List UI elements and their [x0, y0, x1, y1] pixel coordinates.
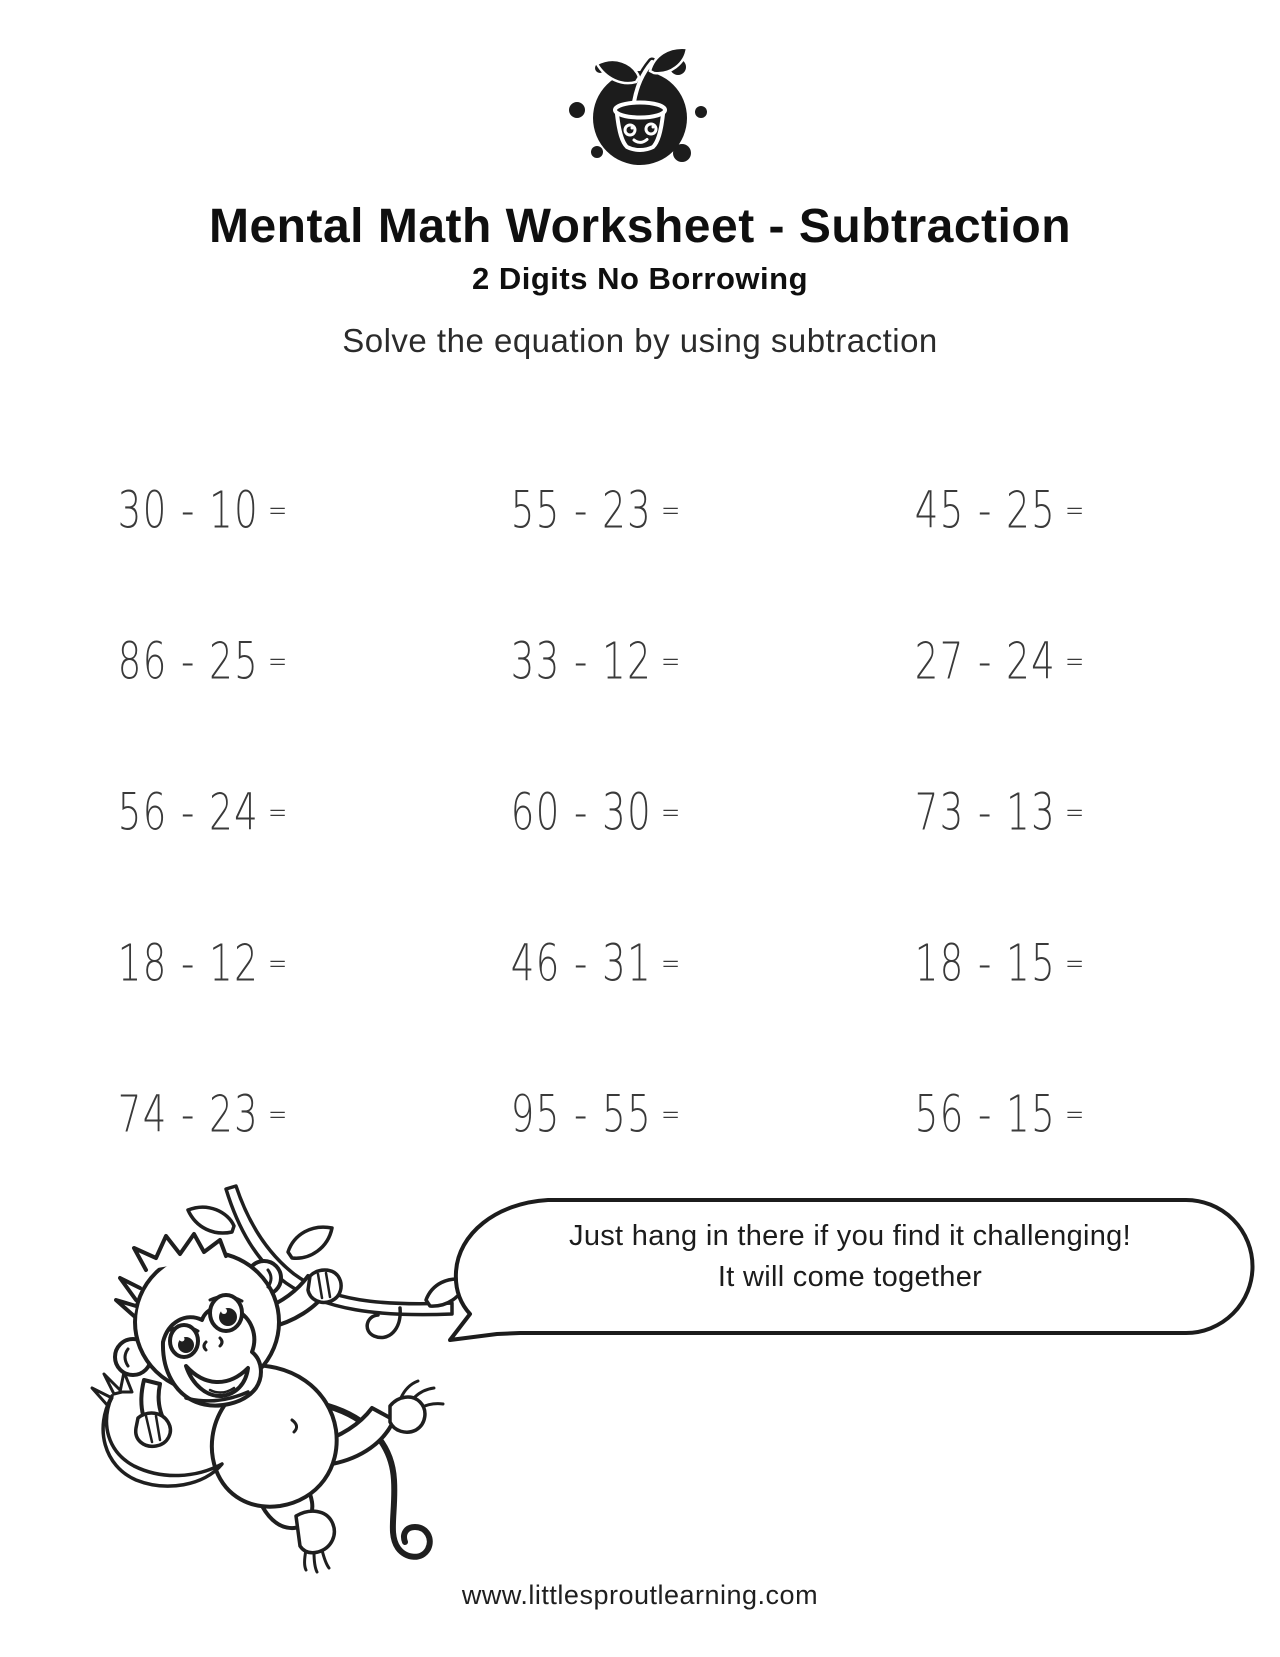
speech-bubble-line1: Just hang in there if you find it challenging! [569, 1220, 1131, 1252]
problem-cell [59, 783, 347, 841]
problem-expression: 27 - 24 [915, 630, 1057, 691]
problem-expression: 45 - 25 [915, 479, 1057, 540]
equals-sign: = [661, 643, 681, 680]
page-title: Mental Math Worksheet - Subtraction [208, 200, 1072, 253]
equals-sign: = [268, 643, 288, 680]
problem-expression: 46 - 31 [511, 932, 653, 993]
equals-sign: = [268, 492, 288, 529]
problem-cell [452, 632, 740, 690]
footer-url: www.littlesproutlearning.com [461, 1580, 819, 1610]
problem-cell [856, 481, 1144, 539]
equals-sign: = [1065, 492, 1085, 529]
equals-sign: = [268, 1096, 288, 1133]
equals-sign: = [661, 1096, 681, 1133]
equals-sign: = [268, 945, 288, 982]
problem-cell [452, 481, 740, 539]
problem-cell [59, 481, 347, 539]
equals-sign: = [661, 794, 681, 831]
problem-row [0, 736, 1280, 887]
problem-cell [856, 632, 1144, 690]
problem-row [0, 585, 1280, 736]
problem-expression: 73 - 13 [915, 781, 1057, 842]
page-subtitle: 2 Digits No Borrowing [472, 261, 808, 296]
problems-grid [0, 434, 1280, 1194]
sprout-pot-logo-icon [545, 38, 735, 178]
problem-cell [856, 934, 1144, 992]
problem-expression: 30 - 10 [118, 479, 260, 540]
problem-expression: 18 - 15 [915, 932, 1057, 993]
equals-sign: = [1065, 1096, 1085, 1133]
equals-sign: = [661, 492, 681, 529]
problem-cell [59, 632, 347, 690]
problem-cell [452, 934, 740, 992]
monkey-illustration [0, 1130, 1280, 1657]
equals-sign: = [661, 945, 681, 982]
equals-sign: = [1065, 945, 1085, 982]
instruction-text: Solve the equation by using subtraction [342, 322, 938, 359]
problem-expression: 60 - 30 [511, 781, 653, 842]
problem-expression: 18 - 12 [118, 932, 260, 993]
problem-expression: 55 - 23 [511, 479, 653, 540]
problem-expression: 74 - 23 [118, 1083, 260, 1144]
problem-row [0, 887, 1280, 1038]
equals-sign: = [1065, 794, 1085, 831]
problem-expression: 33 - 12 [511, 630, 653, 691]
problem-expression: 95 - 55 [511, 1083, 653, 1144]
problem-expression: 56 - 15 [915, 1083, 1057, 1144]
problem-expression: 56 - 24 [118, 781, 260, 842]
problem-expression: 86 - 25 [118, 630, 260, 691]
monkey-icon [92, 1234, 443, 1572]
equals-sign: = [268, 794, 288, 831]
equals-sign: = [1065, 643, 1085, 680]
problem-cell [856, 783, 1144, 841]
speech-bubble-line2: It will come together [717, 1261, 983, 1293]
little-sprout-logo [545, 38, 735, 178]
problem-row [0, 434, 1280, 585]
problem-cell [452, 783, 740, 841]
speech-bubble-text [520, 1216, 1180, 1298]
problem-cell [59, 934, 347, 992]
